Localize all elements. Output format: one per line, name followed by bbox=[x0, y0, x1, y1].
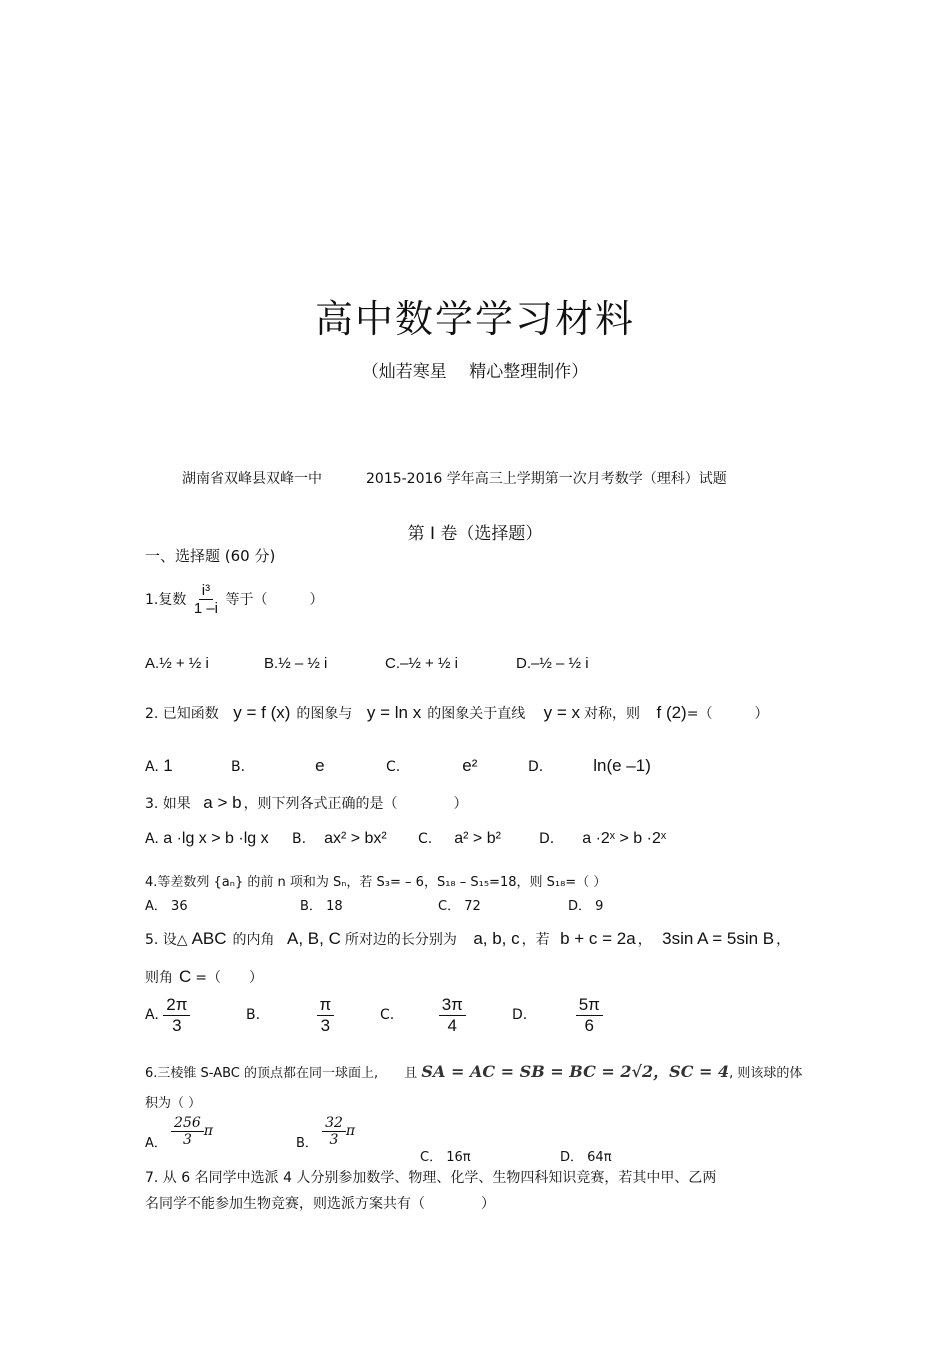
fraction-numerator: 2π bbox=[163, 995, 190, 1016]
question-5-line-2 bbox=[145, 967, 263, 987]
option-label: C. bbox=[385, 655, 400, 672]
option-text: 9 bbox=[595, 899, 604, 914]
question-5-option-a bbox=[145, 995, 190, 1035]
question-5-option-d bbox=[512, 995, 603, 1035]
question-4-option-a bbox=[145, 895, 188, 914]
math-expression: b + c = 2a bbox=[560, 929, 636, 948]
question-5-option-c bbox=[380, 995, 466, 1035]
math-expression: C bbox=[179, 967, 192, 986]
fraction-denominator: 6 bbox=[584, 1015, 595, 1035]
option-text: –½ – ½ i bbox=[531, 655, 589, 672]
question-3-option-a bbox=[145, 830, 269, 848]
option-label: C． bbox=[420, 1150, 443, 1165]
exam-school: 湖南省双峰县双峰一中 bbox=[182, 471, 322, 487]
volume-heading: 第 I 卷（选择题） bbox=[407, 524, 543, 544]
fraction-numerator: 256 bbox=[171, 1115, 204, 1132]
math-expression: A, B, C bbox=[287, 929, 341, 948]
option-fraction bbox=[322, 1115, 346, 1148]
option-suffix: π bbox=[203, 1123, 213, 1140]
question-6-option-c bbox=[420, 1146, 471, 1165]
option-fraction bbox=[317, 995, 335, 1035]
question-2-option-c bbox=[386, 756, 477, 776]
question-5-lead: 5. 设△ bbox=[145, 932, 188, 948]
question-5-option-b bbox=[246, 995, 334, 1035]
question-6-lead: 6.三棱锥 S-ABC 的顶点都在同一球面上, bbox=[145, 1066, 379, 1081]
option-fraction bbox=[439, 995, 466, 1035]
question-text: =（ ） bbox=[195, 970, 264, 986]
fraction-numerator: 32 bbox=[322, 1115, 346, 1132]
option-label: C. bbox=[418, 831, 433, 847]
option-text: e bbox=[315, 756, 325, 775]
option-label: B． bbox=[296, 1136, 318, 1152]
option-text: a ·2ˣ > b ·2ˣ bbox=[582, 830, 667, 847]
option-fraction bbox=[171, 1115, 204, 1148]
question-2-option-b bbox=[231, 756, 325, 776]
question-text: 的图象与 bbox=[296, 706, 353, 722]
option-label: A. bbox=[145, 759, 159, 775]
question-text: ，若 bbox=[521, 932, 550, 948]
option-label: D． bbox=[560, 1150, 584, 1165]
question-text: 所对边的长分别为 bbox=[344, 932, 457, 948]
question-1-lead: 1.复数 bbox=[145, 591, 187, 608]
question-4-option-d bbox=[568, 895, 603, 914]
option-text: 64π bbox=[587, 1150, 612, 1165]
option-label: D. bbox=[539, 831, 555, 847]
option-text: 1 bbox=[163, 756, 173, 775]
option-label: A． bbox=[145, 899, 167, 914]
math-expression: ABC bbox=[191, 929, 227, 948]
question-5 bbox=[145, 929, 790, 949]
option-text: ½ – ½ i bbox=[278, 655, 328, 672]
math-expression: a, b, c bbox=[473, 929, 520, 948]
question-text: 则角 bbox=[145, 970, 173, 986]
option-label: D. bbox=[528, 759, 544, 775]
fraction-numerator: i³ bbox=[199, 582, 213, 600]
option-label: B. bbox=[246, 1007, 261, 1024]
math-expression: SA = AC = SB = BC = 2√2，SC = 4 bbox=[421, 1062, 730, 1081]
option-fraction bbox=[163, 995, 190, 1035]
question-text: 对称，则 bbox=[584, 706, 641, 722]
question-1-fraction bbox=[191, 582, 221, 618]
question-2-option-a bbox=[145, 756, 173, 776]
fraction-denominator: 1 –i bbox=[193, 600, 218, 618]
question-1-option-a bbox=[145, 655, 209, 672]
question-1 bbox=[145, 582, 323, 618]
question-3 bbox=[145, 793, 468, 813]
option-label: A. bbox=[145, 831, 159, 847]
question-1-tail: 等于（ ） bbox=[225, 591, 324, 608]
fraction-numerator: 3π bbox=[439, 995, 466, 1016]
question-6 bbox=[145, 1059, 802, 1082]
question-6-option-a bbox=[145, 1115, 213, 1152]
question-3-option-b bbox=[292, 830, 387, 848]
math-expression: y = x bbox=[543, 703, 581, 722]
question-1-option-d bbox=[516, 655, 589, 672]
exam-name: 2015-2016 学年高三上学期第一次月考数学（理科）试题 bbox=[366, 471, 727, 487]
option-label: C. bbox=[380, 1007, 395, 1024]
math-expression: y = ln x bbox=[366, 703, 422, 722]
question-6-option-d bbox=[560, 1146, 612, 1165]
page-title: 高中数学学习材料 bbox=[314, 297, 635, 341]
question-4: 4.等差数列 {aₙ} 的前 n 项和为 Sₙ，若 S₃= – 6，S₁₈ – S₁₅=18，则 S₁₈=（ ） bbox=[145, 875, 607, 890]
math-expression: a > b bbox=[203, 793, 242, 812]
question-text: ， bbox=[637, 932, 652, 948]
question-3-option-c bbox=[418, 830, 501, 848]
fraction-denominator: 3 bbox=[320, 1015, 331, 1035]
question-4-option-c bbox=[438, 895, 481, 914]
option-label: B. bbox=[231, 759, 246, 775]
question-6-line-2: 积为（ ） bbox=[145, 1096, 202, 1111]
option-label: C． bbox=[438, 899, 461, 914]
option-suffix: π bbox=[345, 1123, 356, 1140]
fraction-denominator: 3 bbox=[182, 1132, 192, 1149]
option-label: B. bbox=[264, 655, 279, 672]
option-text: 36 bbox=[171, 899, 188, 914]
question-7: 7. 从 6 名同学中选派 4 人分别参加数学、物理、化学、生物四科知识竞赛，若其中甲、乙两 bbox=[145, 1170, 717, 1186]
option-text: ax² > bx² bbox=[324, 830, 387, 847]
section-heading: 一、选择题 (60 分) bbox=[145, 547, 276, 565]
question-3-lead: 3. 如果 bbox=[145, 796, 191, 812]
question-text: =（ ） bbox=[686, 706, 769, 722]
fraction-denominator: 4 bbox=[447, 1015, 458, 1035]
math-expression: y = f (x) bbox=[233, 703, 291, 722]
option-label: A. bbox=[145, 1007, 159, 1024]
exam-title bbox=[182, 468, 727, 488]
option-text: 18 bbox=[326, 899, 343, 914]
fraction-numerator: 5π bbox=[576, 995, 603, 1016]
question-text: ，则下列各式正确的是（ ） bbox=[243, 796, 468, 812]
fraction-denominator: 3 bbox=[172, 1015, 182, 1035]
question-1-option-b bbox=[264, 655, 327, 672]
question-text: 的内角 bbox=[232, 932, 275, 948]
question-text: 且 bbox=[404, 1066, 418, 1081]
option-text: ½ + ½ i bbox=[159, 655, 209, 672]
math-expression: 3sin A = 5sin B bbox=[662, 929, 775, 948]
fraction-numerator: π bbox=[317, 995, 335, 1016]
question-2 bbox=[145, 703, 768, 723]
question-text: ， bbox=[776, 932, 791, 948]
question-7-line-2: 名同学不能参加生物竞赛，则选派方案共有（ ） bbox=[145, 1196, 495, 1212]
option-label: A. bbox=[145, 655, 160, 672]
option-label: A． bbox=[145, 1136, 167, 1152]
option-fraction bbox=[576, 995, 603, 1035]
option-text: 72 bbox=[464, 899, 481, 914]
question-1-option-c bbox=[385, 655, 458, 672]
option-text: ln(e –1) bbox=[593, 756, 651, 775]
question-4-option-b bbox=[300, 895, 343, 914]
question-6-option-b bbox=[296, 1115, 356, 1152]
fraction-denominator: 3 bbox=[329, 1132, 339, 1149]
option-label: B. bbox=[292, 831, 307, 847]
question-2-option-d bbox=[528, 756, 651, 776]
question-text: 的图象关于直线 bbox=[427, 706, 526, 722]
option-label: C. bbox=[386, 759, 401, 775]
option-text: e² bbox=[462, 756, 478, 775]
page-subtitle: （灿若寒星 精心整理制作） bbox=[361, 362, 589, 382]
math-expression: f (2) bbox=[656, 703, 687, 722]
option-text: a ·lg x > b ·lg x bbox=[163, 830, 269, 847]
option-text: a² > b² bbox=[454, 830, 501, 847]
option-label: B． bbox=[300, 899, 322, 914]
option-label: D. bbox=[516, 655, 531, 672]
option-text: 16π bbox=[446, 1150, 471, 1165]
option-label: D． bbox=[568, 899, 592, 914]
question-text: , 则该球的体 bbox=[729, 1066, 803, 1081]
option-label: D. bbox=[512, 1007, 528, 1024]
option-text: –½ + ½ i bbox=[400, 655, 458, 672]
question-3-option-d bbox=[539, 830, 666, 848]
question-2-lead: 2. 已知函数 bbox=[145, 706, 219, 722]
